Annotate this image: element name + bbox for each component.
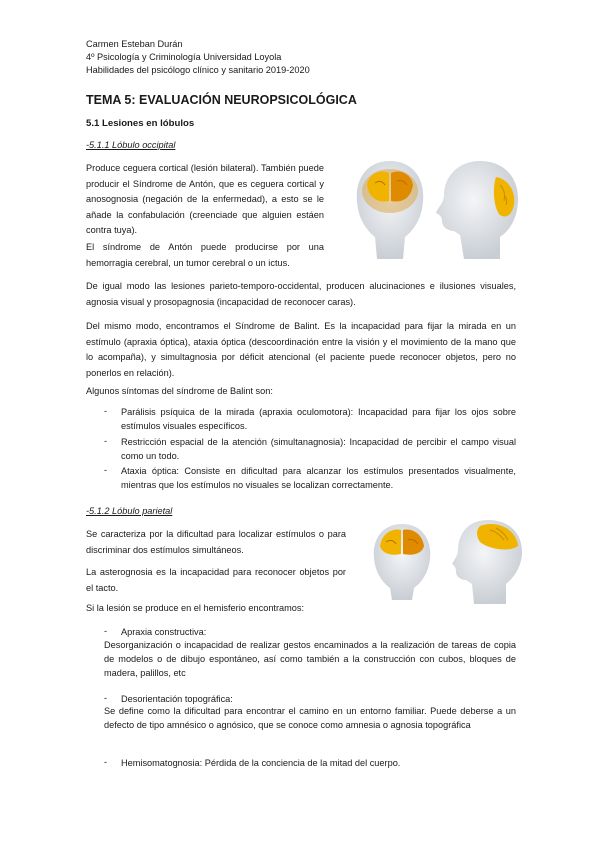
bullet-dash: - [104, 626, 108, 636]
balint-bullet-1: Parálisis psíquica de la mirada (apraxia oculomotora): Incapacidad para fijar los ojos sobre estímulos visuales específicos. [121, 407, 516, 431]
bullet-dash: - [104, 693, 108, 703]
parietal-item-1-title: Apraxia constructiva: [121, 627, 207, 637]
parietal-front-head-illustration [362, 520, 442, 600]
section-heading: 5.1 Lesiones en lóbulos [86, 118, 195, 129]
parietal-side-head-illustration [446, 514, 526, 604]
bullet-dash: - [104, 436, 108, 446]
bullet-dash: - [104, 465, 108, 475]
occipital-paragraph-1: Produce ceguera cortical (lesión bilateral). También puede producir el Síndrome de Antón, que es ceguera cortical y anosognosia (negación de la enfermedad), a esto se le añade la confabulación (creenciade que alguien estáen contra tuya). [86, 163, 324, 235]
author-line: Carmen Esteban Durán [86, 39, 183, 49]
parietal-paragraph-1: Se caracteriza por la dificultad para localizar estímulos o para discriminar dos estímulos simultáneos. [86, 529, 346, 555]
bullet-dash: - [104, 757, 108, 767]
parietal-paragraph-3: Si la lesión se produce en el hemisferio encontramos: [86, 603, 305, 613]
occipital-paragraph-2: El síndrome de Antón puede producirse por una hemorragia cerebral, un tumor cerebral o un ictus. [86, 242, 324, 268]
occipital-paragraph-5: Algunos síntomas del síndrome de Balint son: [86, 386, 273, 396]
course-line: 4º Psicología y Criminología Universidad Loyola [86, 52, 282, 62]
parietal-paragraph-2: La asterognosia es la incapacidad para reconocer objetos por el tacto. [86, 567, 346, 593]
page-title: TEMA 5: EVALUACIÓN NEUROPSICOLÓGICA [86, 93, 357, 107]
parietal-item-2-text: Se define como la dificultad para encontrar el camino en un entorno familiar. Puede deberse a un defecto de tipo amnésico o agnósico, que se conoce como amnesia o agnosia topográfica [104, 706, 516, 730]
subject-line: Habilidades del psicólogo clínico y sanitario 2019-2020 [86, 65, 310, 75]
occipital-heading: -5.1.1 Lóbulo occipital [86, 140, 176, 150]
balint-bullet-3: Ataxia óptica: Consiste en dificultad para alcanzar los estímulos presentados visualmente, mientras que los estímulos no visuales se localizan correctamente. [121, 466, 516, 490]
balint-bullet-2: Restricción espacial de la atención (simultanagnosia): Incapacidad de percibir el campo visual como un todo. [121, 437, 516, 461]
occipital-paragraph-4: Del mismo modo, encontramos el Síndrome de Balint. Es la incapacidad para fijar la mirada en un estímulo (apraxia óptica), ataxia óptica (descoordinación entre la visión y el movimiento de la mano que lo acompaña), y simultagnosia por déficit atencional (el paciente puede reconocer objetos, pero no ponerlos en relación). [86, 321, 516, 378]
occipital-side-head-illustration [430, 155, 525, 260]
parietal-item-1-text: Desorganización o incapacidad de realizar gestos encaminados a la realización de tareas de copia de modelos o de dibujo espontáneo, así como también a la construcción con cubos, bloques de madera, palillos, etc [104, 640, 516, 678]
parietal-heading: -5.1.2 Lóbulo parietal [86, 506, 173, 516]
parietal-item-2-title: Desorientación topográfica: [121, 694, 233, 704]
occipital-front-head-illustration [345, 155, 435, 260]
parietal-item-3: Hemisomatognosia: Pérdida de la conciencia de la mitad del cuerpo. [121, 758, 401, 768]
occipital-paragraph-3: De igual modo las lesiones parieto-temporo-occidental, producen alucinaciones e ilusiones visuales, agnosia visual y prosopagnosia (incapacidad de reconocer caras). [86, 281, 516, 307]
bullet-dash: - [104, 406, 108, 416]
